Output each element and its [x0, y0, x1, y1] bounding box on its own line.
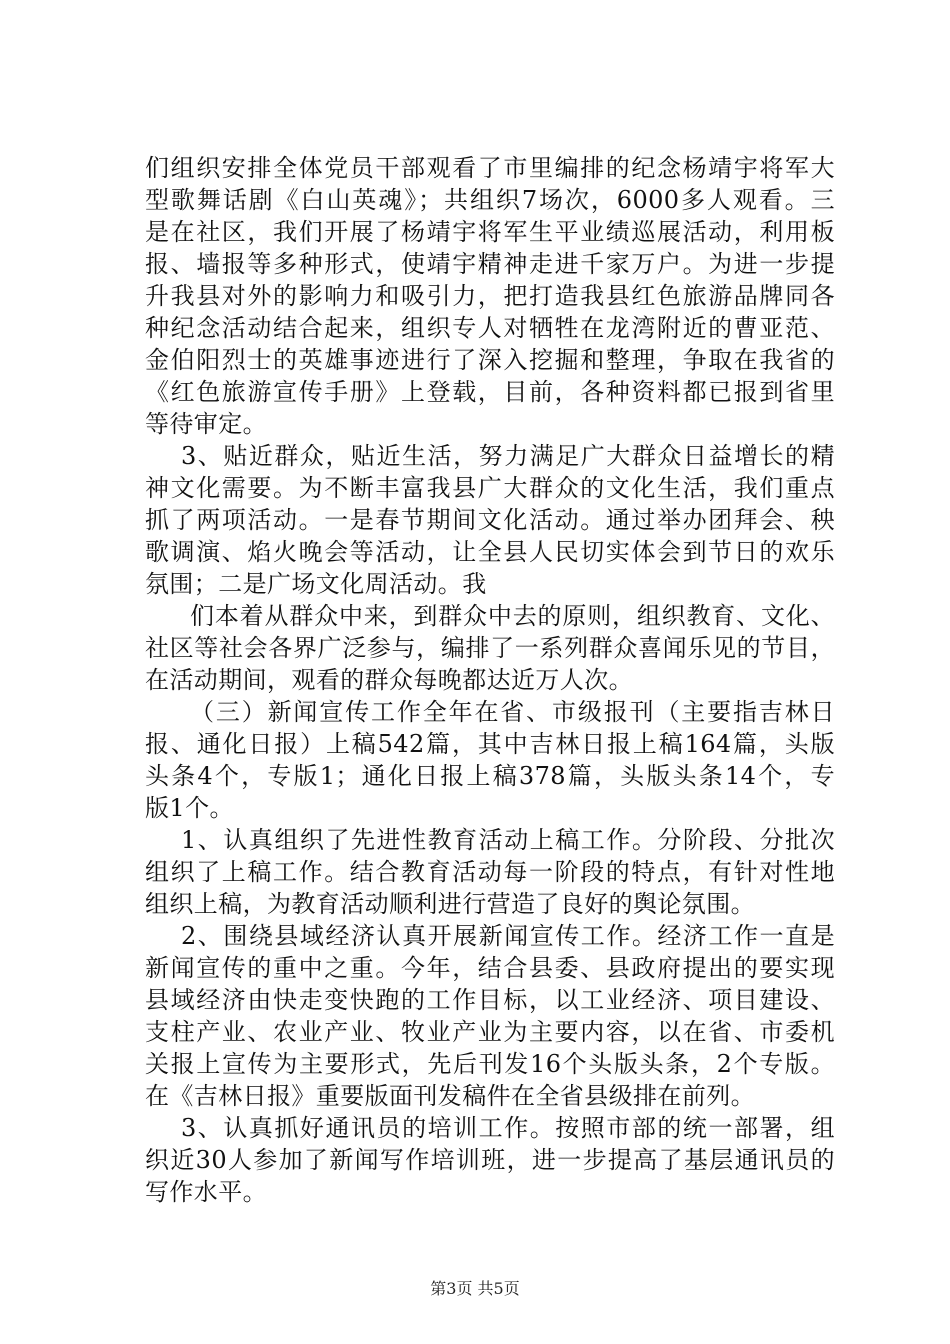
paragraph-start-line: 3、贴近群众，贴近生活，努力满足广大群众日益增长的精	[181, 442, 835, 470]
text-line: 版1个。	[145, 794, 234, 822]
text-line: 社区等社会各界广泛参与，编排了一系列群众喜闻乐见的节目，	[145, 634, 835, 662]
text-line: 报、通化日报）上稿542篇，其中吉林日报上稿164篇，头版	[145, 730, 835, 758]
text-line: 抓了两项活动。一是春节期间文化活动。通过举办团拜会、秧	[145, 506, 835, 534]
text-line: 关报上宣传为主要形式，先后刊发16个头版头条，2个专版。	[145, 1050, 835, 1078]
text-line: 氛围；二是广场文化周活动。我	[145, 570, 487, 598]
text-line: 写作水平。	[145, 1178, 267, 1206]
text-line: 支柱产业、农业产业、牧业产业为主要内容，以在省、市委机	[145, 1018, 835, 1046]
text-line: 是在社区，我们开展了杨靖宇将军生平业绩巡展活动，利用板	[145, 218, 835, 246]
paragraph-start-line: 1、认真组织了先进性教育活动上稿工作。分阶段、分批次	[181, 826, 835, 854]
text-line: 金伯阳烈士的英雄事迹进行了深入挖掘和整理，争取在我省的	[145, 346, 835, 374]
text-line: 头条4个，专版1；通化日报上稿378篇，头版头条14个，专	[145, 762, 835, 790]
text-line: 报、墙报等多种形式，使靖宇精神走进千家万户。为进一步提	[145, 250, 835, 278]
text-line: 组织了上稿工作。结合教育活动每一阶段的特点，有针对性地	[145, 858, 835, 886]
text-line: 神文化需要。为不断丰富我县广大群众的文化生活，我们重点	[145, 474, 835, 502]
text-line: 《红色旅游宣传手册》上登载，目前，各种资料都已报到省里	[145, 378, 835, 406]
text-line: 等待审定。	[145, 410, 267, 438]
paragraph-start-line: 们本着从群众中来，到群众中去的原则，组织教育、文化、	[190, 602, 835, 630]
text-line: 在《吉林日报》重要版面刊发稿件在全省县级排在前列。	[145, 1082, 755, 1110]
text-line: 型歌舞话剧《白山英魂》；共组织7场次，6000多人观看。三	[145, 186, 835, 214]
body-text	[145, 152, 835, 1208]
text-line: 新闻宣传的重中之重。今年，结合县委、县政府提出的要实现	[145, 954, 835, 982]
text-line: 们组织安排全体党员干部观看了市里编排的纪念杨靖宇将军大	[145, 154, 835, 182]
paragraph-start-line: 2、围绕县域经济认真开展新闻宣传工作。经济工作一直是	[181, 922, 835, 950]
text-line: 组织上稿，为教育活动顺利进行营造了良好的舆论氛围。	[145, 890, 755, 918]
text-line: 种纪念活动结合起来，组织专人对牺牲在龙湾附近的曹亚范、	[145, 314, 835, 342]
paragraph-start-line: 3、认真抓好通讯员的培训工作。按照市部的统一部署，组	[181, 1114, 835, 1142]
text-line: 歌调演、焰火晚会等活动，让全县人民切实体会到节日的欢乐	[145, 538, 835, 566]
text-line: 在活动期间，观看的群众每晚都达近万人次。	[145, 666, 633, 694]
text-line: 织近30人参加了新闻写作培训班，进一步提高了基层通讯员的	[145, 1146, 835, 1174]
page-number-footer: 第3页 共5页	[430, 1279, 520, 1298]
text-line: 县域经济由快走变快跑的工作目标，以工业经济、项目建设、	[145, 986, 835, 1014]
section-heading-line: （三）新闻宣传工作全年在省、市级报刊（主要指吉林日	[190, 698, 835, 726]
text-line: 升我县对外的影响力和吸引力，把打造我县红色旅游品牌同各	[145, 282, 835, 310]
